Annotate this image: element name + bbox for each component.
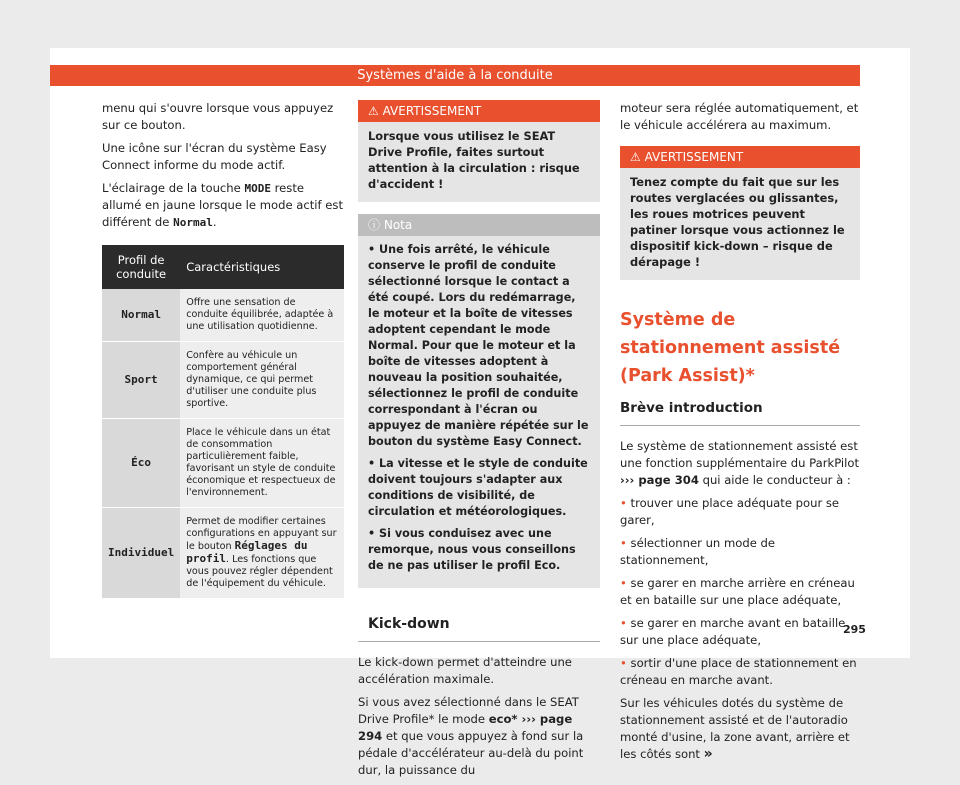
table-row bbox=[102, 508, 344, 599]
table-row bbox=[102, 419, 344, 508]
column-right bbox=[620, 100, 860, 769]
paragraph bbox=[358, 694, 600, 779]
text: Si vous avez sélectionné dans le SEAT Drive Profile* le mode bbox=[358, 695, 579, 726]
text: Sur les véhicules dotés du système de stationnement assisté et de l'autoradio monté d'usine, la zone avant, arrière et les côtés sont bbox=[620, 696, 850, 761]
page-header: Systèmes d'aide à la conduite bbox=[50, 65, 860, 86]
page-number: 295 bbox=[843, 623, 866, 636]
list-item bbox=[368, 526, 590, 574]
button-name: Réglages du profil bbox=[186, 539, 308, 565]
bullet: • bbox=[368, 243, 380, 256]
bullet: • bbox=[620, 536, 631, 550]
text: Permet de modifier certaines configurations en appuyant sur le bouton bbox=[186, 516, 337, 552]
bullet: • bbox=[620, 616, 631, 630]
description-cell bbox=[180, 508, 344, 599]
profile-cell: Normal bbox=[102, 289, 180, 342]
list-text: sélectionner un mode de stationnement, bbox=[620, 536, 776, 567]
list-text: se garer en marche avant en bataille sur une place adéquate, bbox=[620, 616, 846, 647]
page-reference-link[interactable]: ››› page 294 bbox=[358, 712, 573, 743]
subsection-title: Brève introduction bbox=[620, 396, 860, 426]
paragraph: Une icône sur l'écran du système Easy Connect informe du mode actif. bbox=[102, 141, 327, 172]
profile-cell: Sport bbox=[102, 342, 180, 419]
text: . Les fonctions que vous pouvez régler dépendent de l'équipement du véhicule. bbox=[186, 554, 333, 589]
info-square-icon: ⓘ bbox=[368, 218, 381, 232]
description-cell: Place le véhicule dans un état de consommation particulièrement faible, favorisant un style de conduite économique et respectueux de l'environnement. bbox=[180, 419, 344, 508]
mode-name: Normal bbox=[173, 216, 213, 229]
note-text: Une fois arrêté, le véhicule conserve le profil de conduite sélectionné lorsque le contact a été coupé. Lors du redémarrage, le moteur et la boîte de vitesses adoptent cependant le mode Normal. Pour que le moteur et la boîte de vitesses adoptent à nouveau la position souhaitée, sélectionnez le profil de conduite correspondant à l'écran ou appuyez de manière répétée sur le bouton du système Easy Connect. bbox=[368, 243, 589, 448]
column-middle bbox=[358, 100, 600, 785]
paragraph bbox=[102, 180, 344, 231]
mode-key-label: MODE bbox=[244, 182, 271, 195]
column-left bbox=[102, 100, 344, 599]
bullet: • bbox=[620, 656, 631, 670]
list-item bbox=[620, 495, 860, 529]
note-header bbox=[358, 214, 600, 236]
bullet: • bbox=[368, 457, 380, 470]
warning-title: AVERTISSEMENT bbox=[644, 150, 744, 164]
warning-header bbox=[358, 100, 600, 122]
table-header-profile: Profil de conduite bbox=[102, 245, 180, 289]
list-item bbox=[620, 655, 860, 689]
section-title-park-assist: Système de stationnement assisté (Park Assist)* bbox=[620, 310, 841, 386]
paragraph bbox=[620, 438, 860, 489]
bullet: • bbox=[620, 496, 631, 510]
profile-cell: Éco bbox=[102, 419, 180, 508]
note-text: Si vous conduisez avec une remorque, nous vous conseillons de ne pas utiliser le profil Eco. bbox=[368, 527, 576, 572]
text: Le système de stationnement assisté est une fonction supplémentaire du ParkPilot bbox=[620, 439, 860, 470]
bullet: • bbox=[620, 576, 631, 590]
list-item bbox=[620, 535, 860, 569]
text: et que vous appuyez à fond sur la pédale d'accélérateur au-delà du point dur, la puissance du bbox=[358, 729, 584, 777]
section-title-kickdown: Kick-down bbox=[358, 602, 600, 642]
table-row bbox=[102, 342, 344, 419]
warning-text: Tenez compte du fait que sur les routes verglacées ou glissantes, les roues motrices peuvent patiner lorsque vous actionnez le dispositif kick-down – risque de dérapage ! bbox=[630, 175, 845, 269]
text: qui aide le conducteur à : bbox=[698, 473, 851, 487]
mode-name: eco* bbox=[488, 712, 518, 726]
list-text: sortir d'une place de stationnement en créneau en marche avant. bbox=[620, 656, 857, 687]
continue-arrow-icon: » bbox=[703, 746, 713, 762]
warning-triangle-icon: ⚠ bbox=[368, 104, 379, 118]
driving-profile-table bbox=[102, 245, 344, 599]
note-body bbox=[358, 236, 600, 588]
profile-cell: Individuel bbox=[102, 508, 180, 599]
list-item bbox=[620, 575, 860, 609]
table-header-row bbox=[102, 245, 344, 289]
note-text: La vitesse et le style de conduite doivent toujours s'adapter aux conditions de visibilité, de circulation et météorologiques. bbox=[368, 457, 588, 518]
warning-text: Lorsque vous utilisez le SEAT Drive Profile, faites surtout attention à la circulation : risque d'accident ! bbox=[368, 129, 580, 191]
text: L'éclairage de la touche bbox=[102, 181, 245, 195]
description-cell: Confère au véhicule un comportement général dynamique, ce qui permet d'utiliser une conduite plus sportive. bbox=[180, 342, 344, 419]
text: reste allumé en jaune lorsque le mode actif est différent de bbox=[102, 181, 343, 229]
paragraph: moteur sera réglée automatiquement, et le véhicule accélérera au maximum. bbox=[620, 101, 859, 132]
list-item bbox=[368, 242, 590, 450]
warning-box bbox=[620, 146, 860, 280]
description-cell: Offre une sensation de conduite équilibrée, adaptée à une utilisation quotidienne. bbox=[180, 289, 344, 342]
note-title: Nota bbox=[383, 218, 413, 232]
table-header-features: Caractéristiques bbox=[180, 245, 344, 289]
warning-triangle-icon: ⚠ bbox=[630, 150, 641, 164]
warning-box bbox=[358, 100, 600, 202]
note-box bbox=[358, 214, 600, 588]
list-text: trouver une place adéquate pour se garer, bbox=[620, 496, 840, 527]
table-row bbox=[102, 289, 344, 342]
text: . bbox=[212, 215, 217, 229]
list-item bbox=[368, 456, 590, 520]
list-text: se garer en marche arrière en créneau et en bataille sur une place adéquate, bbox=[620, 576, 855, 607]
bullet: • bbox=[368, 527, 380, 540]
warning-header bbox=[620, 146, 860, 168]
paragraph: menu qui s'ouvre lorsque vous appuyez sur ce bouton. bbox=[102, 101, 334, 132]
warning-title: AVERTISSEMENT bbox=[382, 104, 482, 118]
list-item bbox=[620, 615, 860, 649]
paragraph: Le kick-down permet d'atteindre une accélération maximale. bbox=[358, 655, 572, 686]
paragraph bbox=[620, 695, 860, 763]
page-reference-link[interactable]: ››› page 304 bbox=[620, 473, 699, 487]
